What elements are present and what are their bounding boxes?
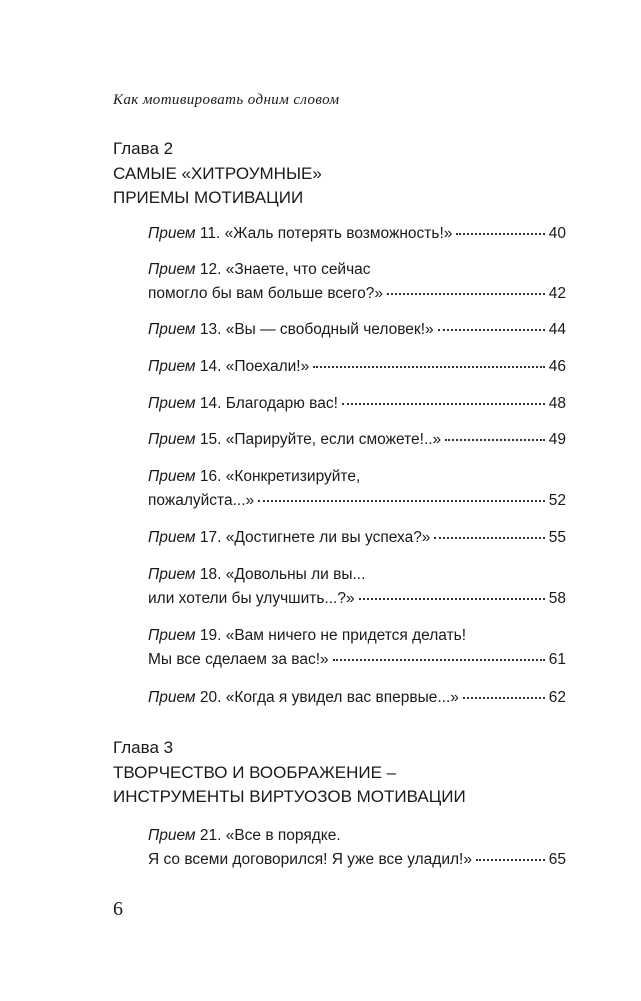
- dot-leader: [438, 329, 545, 331]
- entry-title: 14. Благодарю вас!: [199, 395, 338, 412]
- entry-label: Прием: [148, 529, 196, 546]
- page-number: 58: [548, 590, 566, 607]
- entry-label: Прием: [148, 395, 196, 412]
- entry-title: помогло бы вам больше всего?»: [148, 285, 383, 302]
- entry-title: 21. «Все в порядке.: [199, 827, 341, 844]
- dot-leader: [456, 233, 544, 235]
- toc-entry-16: [148, 465, 566, 513]
- entry-label: Прием: [148, 566, 196, 583]
- dot-leader: [359, 598, 545, 600]
- page-number: 44: [548, 321, 566, 338]
- toc-entry-17: [148, 526, 566, 550]
- entry-title: 19. «Вам ничего не придется делать!: [199, 627, 467, 644]
- entry-label: Прием: [148, 431, 196, 448]
- page-number: 62: [548, 689, 566, 706]
- dot-leader: [476, 859, 545, 861]
- dot-leader: [387, 293, 545, 295]
- page-number: 49: [548, 431, 566, 448]
- chapter-title-line: САМЫЕ «ХИТРОУМНЫЕ»: [113, 163, 322, 183]
- toc-entry-18: [148, 563, 566, 611]
- entry-label: Прием: [148, 468, 196, 485]
- dot-leader: [313, 366, 545, 368]
- entry-title: 12. «Знаете, что сейчас: [199, 261, 371, 278]
- toc-entry-15: [148, 428, 566, 452]
- toc-entry-13: [148, 318, 566, 342]
- entry-title: 14. «Поехали!»: [199, 358, 310, 375]
- entry-title: Я со всеми договорился! Я уже все уладил!»: [148, 851, 472, 868]
- chapter-label: Глава 2: [113, 139, 174, 158]
- entry-label: Прием: [148, 225, 196, 242]
- chapter-3-heading: [113, 736, 466, 810]
- entry-title: 18. «Довольны ли вы...: [199, 566, 366, 583]
- toc-entry-14b: [148, 392, 566, 416]
- entry-title: 11. «Жаль потерять возможность!»: [199, 225, 453, 242]
- entry-label: Прием: [148, 689, 196, 706]
- entry-title: 20. «Когда я увидел вас впервые...»: [199, 689, 459, 706]
- toc-entry-12: [148, 258, 566, 306]
- entry-title: пожалуйста...»: [148, 492, 255, 509]
- dot-leader: [463, 697, 545, 699]
- page-number: 46: [548, 358, 566, 375]
- page-number: 55: [548, 529, 566, 546]
- toc-entry-11: [148, 222, 566, 246]
- page-number: 52: [548, 492, 566, 509]
- entry-label: Прием: [148, 358, 196, 375]
- toc-entry-21: [148, 824, 566, 872]
- chapter-2-heading: [113, 137, 322, 211]
- page-number: 40: [548, 225, 566, 242]
- dot-leader: [445, 439, 545, 441]
- toc-entry-14: [148, 355, 566, 379]
- page-number: 48: [548, 395, 566, 412]
- running-head: Как мотивировать одним словом: [113, 92, 340, 108]
- entry-title: 16. «Конкретизируйте,: [199, 468, 361, 485]
- dot-leader: [333, 659, 545, 661]
- chapter-label: Глава 3: [113, 738, 174, 757]
- page-folio: 6: [113, 898, 123, 920]
- entry-title: или хотели бы улучшить...?»: [148, 590, 355, 607]
- chapter-title-line: ИНСТРУМЕНТЫ ВИРТУОЗОВ МОТИВАЦИИ: [113, 787, 466, 806]
- page-number: 61: [548, 651, 566, 668]
- entry-title: 15. «Парируйте, если сможете!..»: [199, 431, 442, 448]
- chapter-title-line: ПРИЕМЫ МОТИВАЦИИ: [113, 188, 304, 207]
- page-number: 42: [548, 285, 566, 302]
- dot-leader: [434, 537, 544, 539]
- dot-leader: [258, 500, 545, 502]
- entry-label: Прием: [148, 261, 196, 278]
- page-number: 65: [548, 851, 566, 868]
- chapter-title-line: ТВОРЧЕСТВО И ВООБРАЖЕНИЕ –: [113, 762, 397, 782]
- entry-title: Мы все сделаем за вас!»: [148, 651, 329, 668]
- entry-label: Прием: [148, 627, 196, 644]
- toc-entry-20: [148, 686, 566, 710]
- entry-label: Прием: [148, 827, 196, 844]
- dot-leader: [342, 403, 545, 405]
- toc-entry-19: [148, 624, 566, 672]
- entry-label: Прием: [148, 321, 196, 338]
- entry-title: 17. «Достигнете ли вы успеха?»: [199, 529, 431, 546]
- entry-title: 13. «Вы — свободный человек!»: [199, 321, 434, 338]
